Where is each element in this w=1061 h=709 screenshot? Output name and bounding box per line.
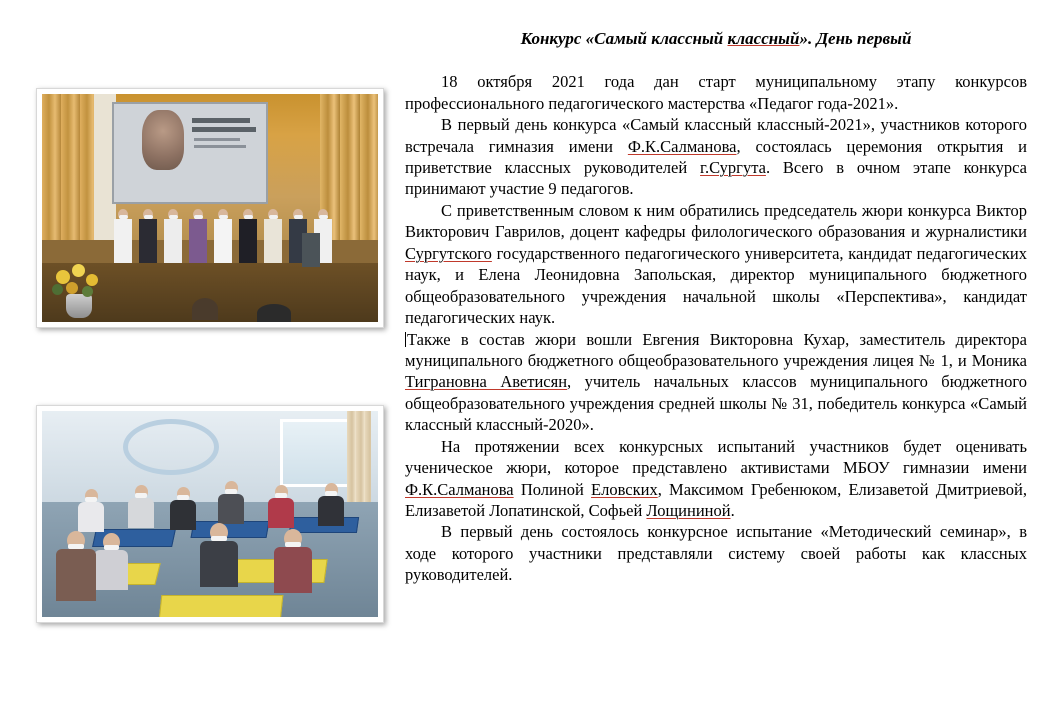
photo-2-person	[94, 533, 128, 590]
photo-1-person	[214, 209, 232, 263]
paragraph-5-seg-7: .	[730, 501, 735, 520]
photo-2-person	[268, 485, 294, 528]
page-title-before: Конкурс «Самый классный	[520, 29, 728, 48]
photo-2	[42, 411, 378, 617]
photo-2-person	[274, 529, 312, 593]
photo-1-screen-text-line-3	[194, 138, 240, 141]
photo-2-wall-decoration	[123, 419, 219, 475]
photo-1-screen-text-line-4	[194, 145, 246, 148]
article-body	[405, 0, 1027, 709]
photo-2-person	[56, 531, 96, 601]
photo-1-person	[139, 209, 157, 263]
paragraph-2-seg-4: г.Сургута	[700, 158, 766, 177]
photo-1-person	[239, 209, 257, 263]
paragraph-4-seg-3: , учитель начальных классов муниципального бюджетного общеобразовательного учреждения средней школы № 31, победитель конкурса «Самый классный классный-2020».	[405, 372, 1027, 435]
paragraph-4-seg-2: Тиграновна Аветисян	[405, 372, 568, 392]
photo-1-person	[164, 209, 182, 263]
paragraph-1	[405, 71, 1027, 114]
paragraph-3-seg-1: С приветственным словом к ним обратились председатель жюри конкурса Виктор Викторович Гаврилов, доцент кафедры филологического образования и журналистики	[405, 200, 1027, 242]
photo-1-podium	[302, 233, 320, 267]
photo-2-person	[128, 485, 154, 528]
paragraph-4-seg-1: Также в состав жюри вошли Евгения Викторовна Кухар, заместитель директора муниципального бюджетного общеобразовательного учреждения лицея № 1, и Моника	[405, 329, 1027, 370]
paragraph-2-seg-2: Ф.К.Салманова	[627, 136, 737, 156]
paragraph-5-seg-1: На протяжении всех конкурсных испытаний участников будет оценивать ученическое жюри, которое представлено активистами МБОУ гимназии имени	[405, 436, 1027, 478]
photo-1-flowers	[48, 262, 110, 318]
photo-2-desk	[159, 595, 284, 617]
photo-2-frame	[36, 405, 384, 623]
paragraph-5	[405, 436, 1027, 522]
paragraph-1-text: 18 октября 2021 года дан старт муниципальному этапу конкурсов профессионального педагогического мастерства «Педагог года-2021».	[405, 72, 1027, 113]
photo-2-person	[200, 523, 238, 587]
paragraph-5-seg-4: Еловских	[591, 479, 658, 499]
photo-2-window	[280, 419, 358, 487]
paragraph-4	[405, 329, 1027, 436]
paragraph-2-seg-5: . Всего в очном этапе конкурса принимают участие 9 педагогов.	[405, 158, 1027, 199]
paragraph-5-seg-6: Лощининой	[646, 501, 731, 520]
photo-2-person	[218, 481, 244, 524]
paragraph-3-seg-2: Сургутского	[405, 243, 492, 263]
photo-2-person	[78, 489, 104, 532]
photo-1-person	[264, 209, 282, 263]
photo-1-projection-screen	[112, 102, 268, 204]
paragraph-5-seg-2: Ф.К.Салманова	[405, 479, 514, 499]
photo-1	[42, 94, 378, 322]
text-cursor	[405, 332, 406, 347]
paragraph-2	[405, 114, 1027, 200]
photo-1-screen-text-line-1	[192, 118, 250, 123]
paragraph-5-seg-5: , Максимом Гребенюком, Елизаветой Дмитриевой, Елизаветой Лопатинской, Софьей	[405, 479, 1027, 520]
paragraph-3-seg-3: государственного педагогического университета, кандидат педагогических наук, и Елена Леонидовна Запольская, директор муниципального бюджетного общеобразовательного учреждения начальной школы «Перспектива», кандидат педагогических наук.	[405, 243, 1027, 328]
photo-1-person	[114, 209, 132, 263]
paragraph-6-text: В первый день состоялось конкурсное испытание «Методический семинар», в ходе которого участники представляли систему своей работы как классных руководителей.	[405, 522, 1027, 585]
page-title-after: ». День первый	[799, 29, 912, 48]
paragraph-3	[405, 200, 1027, 329]
paragraph-5-seg-3: Полиной	[513, 479, 592, 499]
photo-2-person	[170, 487, 196, 530]
page-title-underlined: классный	[727, 29, 800, 48]
page-title	[405, 28, 1027, 49]
photo-1-curtain-left	[42, 94, 94, 258]
paragraph-6	[405, 521, 1027, 585]
photo-1-frame	[36, 88, 384, 328]
photo-1-vase	[66, 294, 92, 318]
photo-1-audience-head	[192, 298, 218, 320]
photo-1-person	[189, 209, 207, 263]
photo-column	[0, 0, 400, 709]
photo-1-screen-text-line-2	[192, 127, 256, 132]
paragraph-2-seg-3: , состоялась церемония открытия и приветствие классных руководителей	[405, 136, 1027, 177]
photo-2-person	[318, 483, 344, 526]
paragraph-2-seg-1: В первый день конкурса «Самый классный классный-2021», участников которого встречала гимназия имени	[405, 115, 1027, 156]
photo-1-audience-head	[257, 304, 291, 322]
photo-1-screen-portrait	[142, 110, 184, 170]
